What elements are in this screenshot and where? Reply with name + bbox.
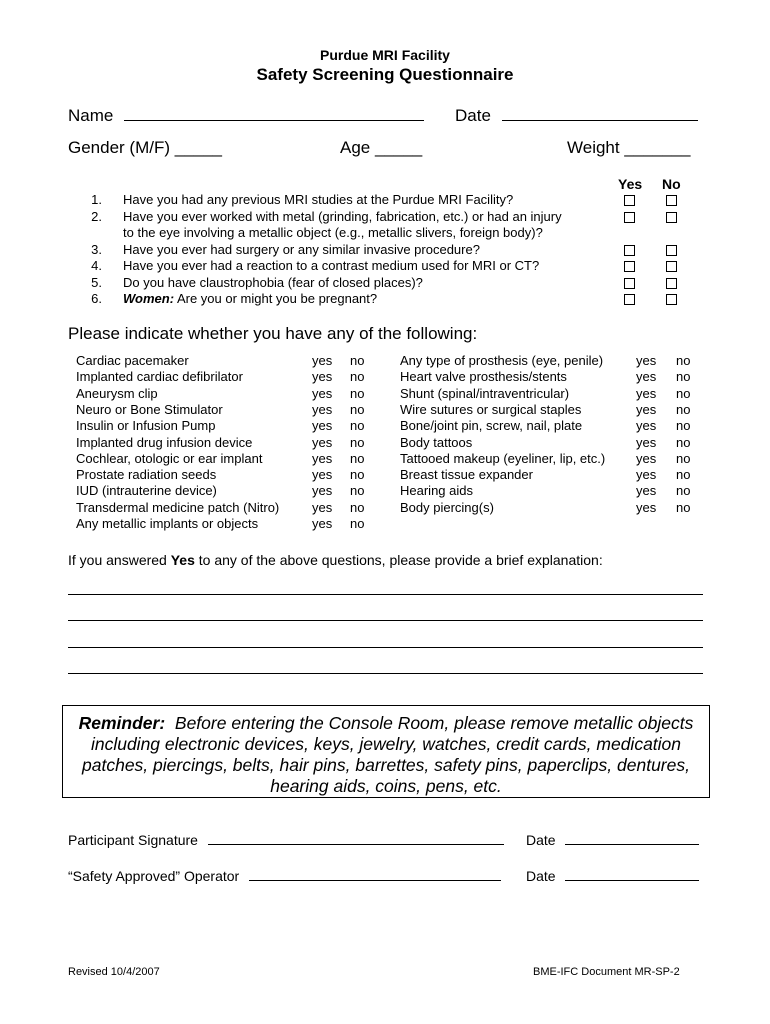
explanation-yes: Yes (170, 552, 195, 568)
operator-signature-label: “Safety Approved” Operator (68, 868, 240, 884)
condition-label: Tattooed makeup (eyeliner, lip, etc.) (400, 450, 606, 466)
condition-label: Hearing aids (400, 483, 473, 499)
condition-label: Cardiac pacemaker (76, 353, 189, 368)
condition-no-option[interactable]: no (676, 499, 691, 515)
question-emphasis: Women: (123, 291, 175, 306)
condition-yes-option[interactable]: yes (636, 418, 657, 434)
condition-no-option[interactable]: no (350, 353, 365, 368)
condition-no-option[interactable]: no (676, 434, 691, 450)
no-checkbox[interactable] (666, 261, 677, 272)
explanation-suffix: to any of the above questions, please provide a brief explanation: (194, 552, 603, 568)
explanation-prefix: If you answered (68, 552, 171, 568)
condition-no-option[interactable]: no (676, 369, 691, 385)
condition-label: Neuro or Bone Stimulator (76, 401, 223, 417)
condition-label: Body tattoos (400, 434, 473, 450)
question-text: Have you ever had a reaction to a contrast medium used for MRI or CT? (123, 258, 540, 273)
revised-date: Revised 10/4/2007 (68, 966, 160, 978)
condition-no-option[interactable]: no (350, 450, 365, 466)
condition-yes-option[interactable]: yes (312, 499, 333, 515)
name-field-group (68, 104, 424, 126)
operator-date-line[interactable] (565, 866, 699, 881)
condition-label: Implanted drug infusion device (76, 434, 253, 450)
participant-signature-line[interactable] (208, 830, 504, 845)
condition-no-option[interactable]: no (676, 467, 691, 483)
condition-yes-option[interactable]: yes (312, 467, 333, 483)
question-text (123, 291, 377, 308)
condition-no-option[interactable]: no (676, 401, 691, 417)
yes-column-heading: Yes (618, 176, 643, 192)
reminder-text: Before entering the Console Room, please remove metallic objects including electronic devices, keys, jewelry, watches, credit cards, medication patches, piercings, belts, hair pins, barrettes, safety pins, paperclips, dentures, hearing aids, coins, pens, etc. (82, 713, 694, 796)
condition-no-option[interactable]: no (350, 499, 365, 515)
yes-checkbox[interactable] (624, 278, 635, 289)
question-number: 4. (91, 258, 102, 273)
condition-label: Any type of prosthesis (eye, penile) (400, 353, 604, 368)
condition-label: Wire sutures or surgical staples (400, 401, 582, 417)
condition-label: Aneurysm clip (76, 385, 158, 401)
condition-yes-option[interactable]: yes (312, 401, 333, 417)
condition-label: Any metallic implants or objects (76, 516, 259, 531)
condition-no-option[interactable]: no (350, 418, 365, 434)
explanation-line[interactable] (68, 620, 703, 621)
participant-signature-label: Participant Signature (68, 832, 198, 848)
condition-no-option[interactable]: no (676, 353, 691, 368)
name-input-line[interactable] (124, 104, 424, 121)
condition-label: Body piercing(s) (400, 499, 494, 515)
question-number: 2. (91, 208, 102, 224)
gender-field[interactable]: Gender (M/F) _____ (68, 138, 223, 157)
condition-no-option[interactable]: no (350, 483, 365, 499)
operator-signature-line[interactable] (249, 866, 501, 881)
name-label: Name (68, 106, 114, 125)
no-checkbox[interactable] (666, 195, 677, 206)
condition-yes-option[interactable]: yes (312, 483, 333, 499)
weight-field[interactable]: Weight _______ (567, 138, 691, 157)
yes-checkbox[interactable] (624, 245, 635, 256)
question-text-rest: Are you or might you be pregnant? (174, 291, 378, 306)
age-field[interactable]: Age _____ (340, 138, 423, 157)
question-number: 5. (91, 274, 102, 290)
condition-no-option[interactable]: no (676, 418, 691, 434)
question-text: Do you have claustrophobia (fear of closed places)? (123, 274, 423, 290)
date-label: Date (455, 106, 491, 125)
condition-label: Shunt (spinal/intraventricular) (400, 385, 570, 401)
form-title: Safety Screening Questionnaire (256, 65, 514, 84)
participant-date-group (526, 830, 699, 848)
condition-yes-option[interactable]: yes (312, 516, 333, 531)
condition-no-option[interactable]: no (676, 385, 691, 401)
condition-yes-option[interactable]: yes (312, 418, 333, 434)
question-text: Have you ever had surgery or any similar invasive procedure? (123, 241, 480, 257)
condition-no-option[interactable]: no (350, 401, 365, 417)
condition-yes-option[interactable]: yes (636, 434, 657, 450)
condition-yes-option[interactable]: yes (312, 434, 333, 450)
participant-date-line[interactable] (565, 830, 699, 845)
condition-label: Transdermal medicine patch (Nitro) (76, 499, 280, 515)
condition-yes-option[interactable]: yes (636, 467, 657, 483)
explanation-line[interactable] (68, 647, 703, 648)
question-text: Have you ever worked with metal (grinding, fabrication, etc.) or had an injury (123, 208, 562, 224)
date-field-group (455, 104, 698, 126)
reminder-label: Reminder: (78, 713, 166, 733)
condition-yes-option[interactable]: yes (312, 353, 333, 368)
date-input-line[interactable] (502, 104, 698, 121)
no-checkbox[interactable] (666, 212, 677, 223)
condition-yes-option[interactable]: yes (636, 450, 657, 466)
facility-name: Purdue MRI Facility (320, 47, 450, 63)
condition-no-option[interactable]: no (350, 467, 365, 483)
condition-yes-option[interactable]: yes (636, 483, 657, 499)
operator-date-label: Date (526, 868, 556, 884)
document-id: BME-IFC Document MR-SP-2 (533, 966, 680, 978)
question-text: Have you had any previous MRI studies at the Purdue MRI Facility? (123, 192, 514, 207)
no-checkbox[interactable] (666, 245, 677, 256)
condition-no-option[interactable]: no (676, 450, 691, 466)
conditions-table (0, 353, 770, 538)
condition-yes-option[interactable]: yes (636, 353, 657, 368)
condition-label: Heart valve prosthesis/stents (400, 369, 567, 385)
condition-label: IUD (intrauterine device) (76, 483, 217, 499)
condition-no-option[interactable]: no (350, 369, 365, 385)
question-text: to the eye involving a metallic object (e.g., metallic slivers, foreign body)? (123, 225, 543, 240)
condition-yes-option[interactable]: yes (636, 369, 657, 385)
reminder-box (62, 705, 710, 798)
no-column-heading: No (662, 176, 681, 192)
condition-yes-option[interactable]: yes (312, 450, 333, 466)
condition-label: Insulin or Infusion Pump (76, 418, 216, 434)
condition-yes-option[interactable]: yes (636, 385, 657, 401)
condition-yes-option[interactable]: yes (636, 401, 657, 417)
explanation-line[interactable] (68, 673, 703, 674)
participant-date-label: Date (526, 832, 556, 848)
question-number: 1. (91, 192, 102, 207)
yes-checkbox[interactable] (624, 195, 635, 206)
no-checkbox[interactable] (666, 294, 677, 305)
questions-list (0, 192, 770, 312)
operator-signature-group (68, 866, 501, 884)
condition-yes-option[interactable]: yes (312, 369, 333, 385)
yes-checkbox[interactable] (624, 212, 635, 223)
condition-no-option[interactable]: no (350, 516, 365, 531)
condition-no-option[interactable]: no (350, 434, 365, 450)
condition-no-option[interactable]: no (676, 483, 691, 499)
yes-checkbox[interactable] (624, 261, 635, 272)
conditions-heading: Please indicate whether you have any of the following: (68, 324, 478, 343)
condition-label: Cochlear, otologic or ear implant (76, 450, 263, 466)
explanation-prompt (68, 552, 603, 568)
operator-date-group (526, 866, 699, 884)
condition-yes-option[interactable]: yes (312, 385, 333, 401)
condition-label: Implanted cardiac defibrilator (76, 369, 243, 385)
participant-signature-group (68, 830, 504, 848)
condition-label: Prostate radiation seeds (76, 467, 217, 483)
condition-no-option[interactable]: no (350, 385, 365, 401)
question-number: 6. (91, 291, 102, 306)
explanation-line[interactable] (68, 594, 703, 595)
condition-yes-option[interactable]: yes (636, 499, 657, 515)
question-number: 3. (91, 241, 102, 257)
no-checkbox[interactable] (666, 278, 677, 289)
yes-checkbox[interactable] (624, 294, 635, 305)
condition-label: Breast tissue expander (400, 467, 533, 483)
condition-label: Bone/joint pin, screw, nail, plate (400, 418, 583, 434)
